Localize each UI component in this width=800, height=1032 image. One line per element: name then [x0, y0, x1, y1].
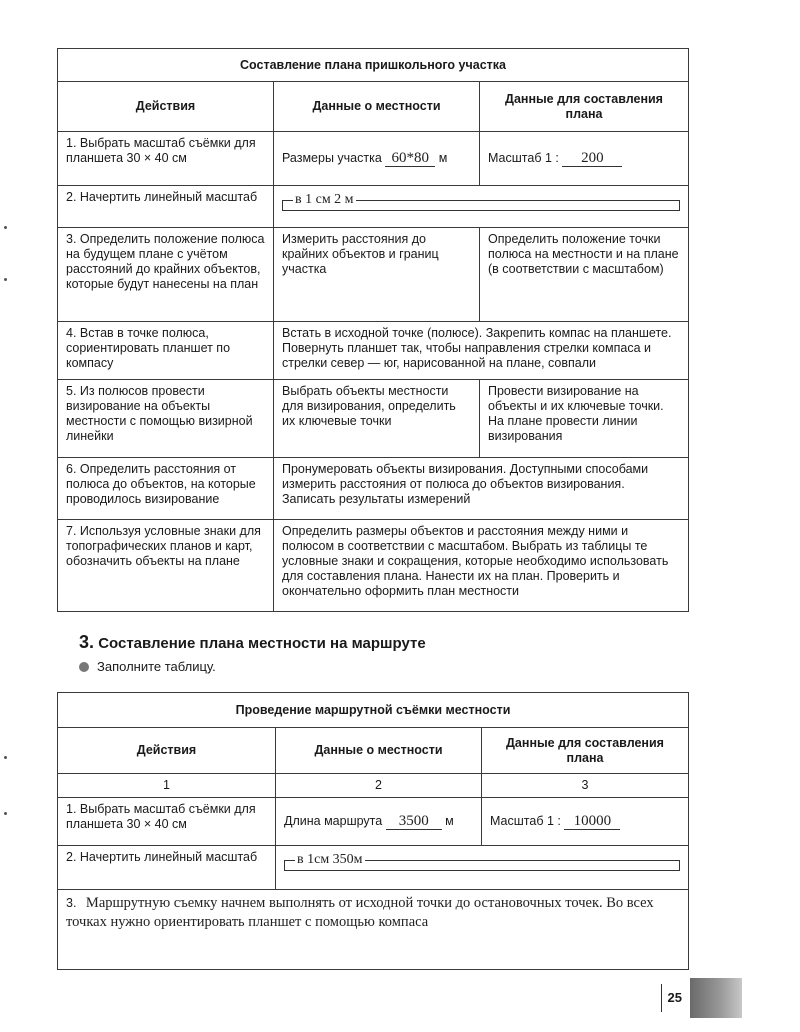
linear-scale-bar [284, 852, 680, 871]
plot-size-label: Размеры участка [282, 150, 382, 165]
margin-dot [4, 278, 7, 281]
margin-dot [4, 226, 7, 229]
row-number: 3. [66, 896, 77, 910]
plan-cell: Провести визирование на объекты и их ключевые точки. На плане провести линии визирования [480, 380, 689, 458]
column-header-terrain: Данные о местности [274, 82, 480, 132]
page-footer [661, 978, 742, 1018]
handwritten-answer: Маршрутную съемку начнем выполнять от исходной точки до остановочных точек. Во всех точках нужно ориентировать планшет с помощью компаса [66, 895, 654, 930]
linear-scale-bar [282, 192, 680, 211]
action-cell: 1. Выбрать масштаб съёмки для планшета 30 × 40 см [58, 132, 274, 186]
margin-dot [4, 812, 7, 815]
terrain-cell [274, 132, 480, 186]
route-length-unit: м [445, 813, 454, 828]
table-row [58, 228, 689, 322]
scale-label: Масштаб 1 : [488, 150, 559, 165]
table-row [58, 380, 689, 458]
scale-value: 10000 [564, 814, 620, 830]
linear-scale-text: в 1см 350м [297, 852, 363, 867]
column-header-terrain: Данные о местности [276, 728, 482, 774]
table-row [58, 458, 689, 520]
table-row [58, 846, 689, 890]
scale-value: 200 [562, 151, 622, 167]
action-cell: 7. Используя условные знаки для топографических планов и карт, обозначить объекты на плане [58, 520, 274, 612]
column-number: 1 [58, 774, 276, 798]
linear-scale-cell [276, 846, 689, 890]
action-cell: 6. Определить расстояния от полюса до объектов, на которые проводилось визирование [58, 458, 274, 520]
school-plot-plan-table [57, 48, 689, 612]
action-cell: 2. Начертить линейный масштаб [58, 846, 276, 890]
section-title: Составление плана местности на маршруте [98, 635, 426, 652]
table-row [58, 520, 689, 612]
table-row [58, 186, 689, 228]
column-header-actions: Действия [58, 82, 274, 132]
merged-cell: Пронумеровать объекты визирования. Доступными способами измерить расстояния от полюса до объектов визирования. Записать результаты измерений [274, 458, 689, 520]
plan-cell [482, 798, 689, 846]
terrain-cell: Измерить расстояния до крайних объектов и границ участка [274, 228, 480, 322]
plot-size-value: 60*80 [385, 151, 435, 167]
action-cell: 4. Встав в точке полюса, сориентировать планшет по компасу [58, 322, 274, 380]
table-row [58, 322, 689, 380]
column-header-actions: Действия [58, 728, 276, 774]
action-cell: 1. Выбрать масштаб съёмки для планшета 30 × 40 см [58, 798, 276, 846]
instruction-text: Заполните таблицу. [97, 659, 216, 674]
table-row [58, 132, 689, 186]
action-cell: 2. Начертить линейный масштаб [58, 186, 274, 228]
linear-scale-cell [274, 186, 689, 228]
table-title: Составление плана пришкольного участка [58, 49, 689, 82]
page-tab-decoration [690, 978, 742, 1018]
plan-cell: Определить положение точки полюса на местности и на плане (в соответствии с масштабом) [480, 228, 689, 322]
section-number: 3. [79, 632, 95, 652]
merged-cell: Встать в исходной точке (полюсе). Закрепить компас на планшете. Повернуть планшет так, чтобы направления стрелки компаса и стрелки север — юг, нарисованной на плане, совпали [274, 322, 689, 380]
handwritten-answer-cell [58, 890, 689, 970]
table-row [58, 798, 689, 846]
column-header-plan: Данные для составления плана [480, 82, 689, 132]
action-cell: 3. Определить положение полюса на будущем плане с учётом расстояний до крайних объектов, которые будут нанесены на план [58, 228, 274, 322]
column-number: 2 [276, 774, 482, 798]
section-heading [79, 632, 426, 653]
route-length-label: Длина маршрута [284, 813, 383, 828]
linear-scale-text: в 1 см 2 м [295, 192, 354, 207]
merged-cell: Определить размеры объектов и расстояния между ними и полюсом в соответствии с масштабом. Выбрать из таблицы те условные знаки и сокращения, которые необходимо использовать для составления плана. Нанести их на план. Проверить и окончательно оформить план местности [274, 520, 689, 612]
plan-cell [480, 132, 689, 186]
column-number: 3 [482, 774, 689, 798]
terrain-cell: Выбрать объекты местности для визирования, определить их ключевые точки [274, 380, 480, 458]
page-number: 25 [661, 984, 690, 1012]
bullet-icon [79, 662, 89, 672]
route-survey-table [57, 692, 689, 970]
route-length-value: 3500 [386, 814, 442, 830]
plot-size-unit: м [438, 150, 448, 165]
action-cell: 5. Из полюсов провести визирование на объекты местности с помощью визирной линейки [58, 380, 274, 458]
table-title: Проведение маршрутной съёмки местности [58, 693, 689, 728]
margin-dot [4, 756, 7, 759]
table-row [58, 890, 689, 970]
terrain-cell [276, 798, 482, 846]
scale-label: Масштаб 1 : [490, 813, 561, 828]
column-header-plan: Данные для составления плана [482, 728, 689, 774]
instruction [79, 659, 216, 674]
